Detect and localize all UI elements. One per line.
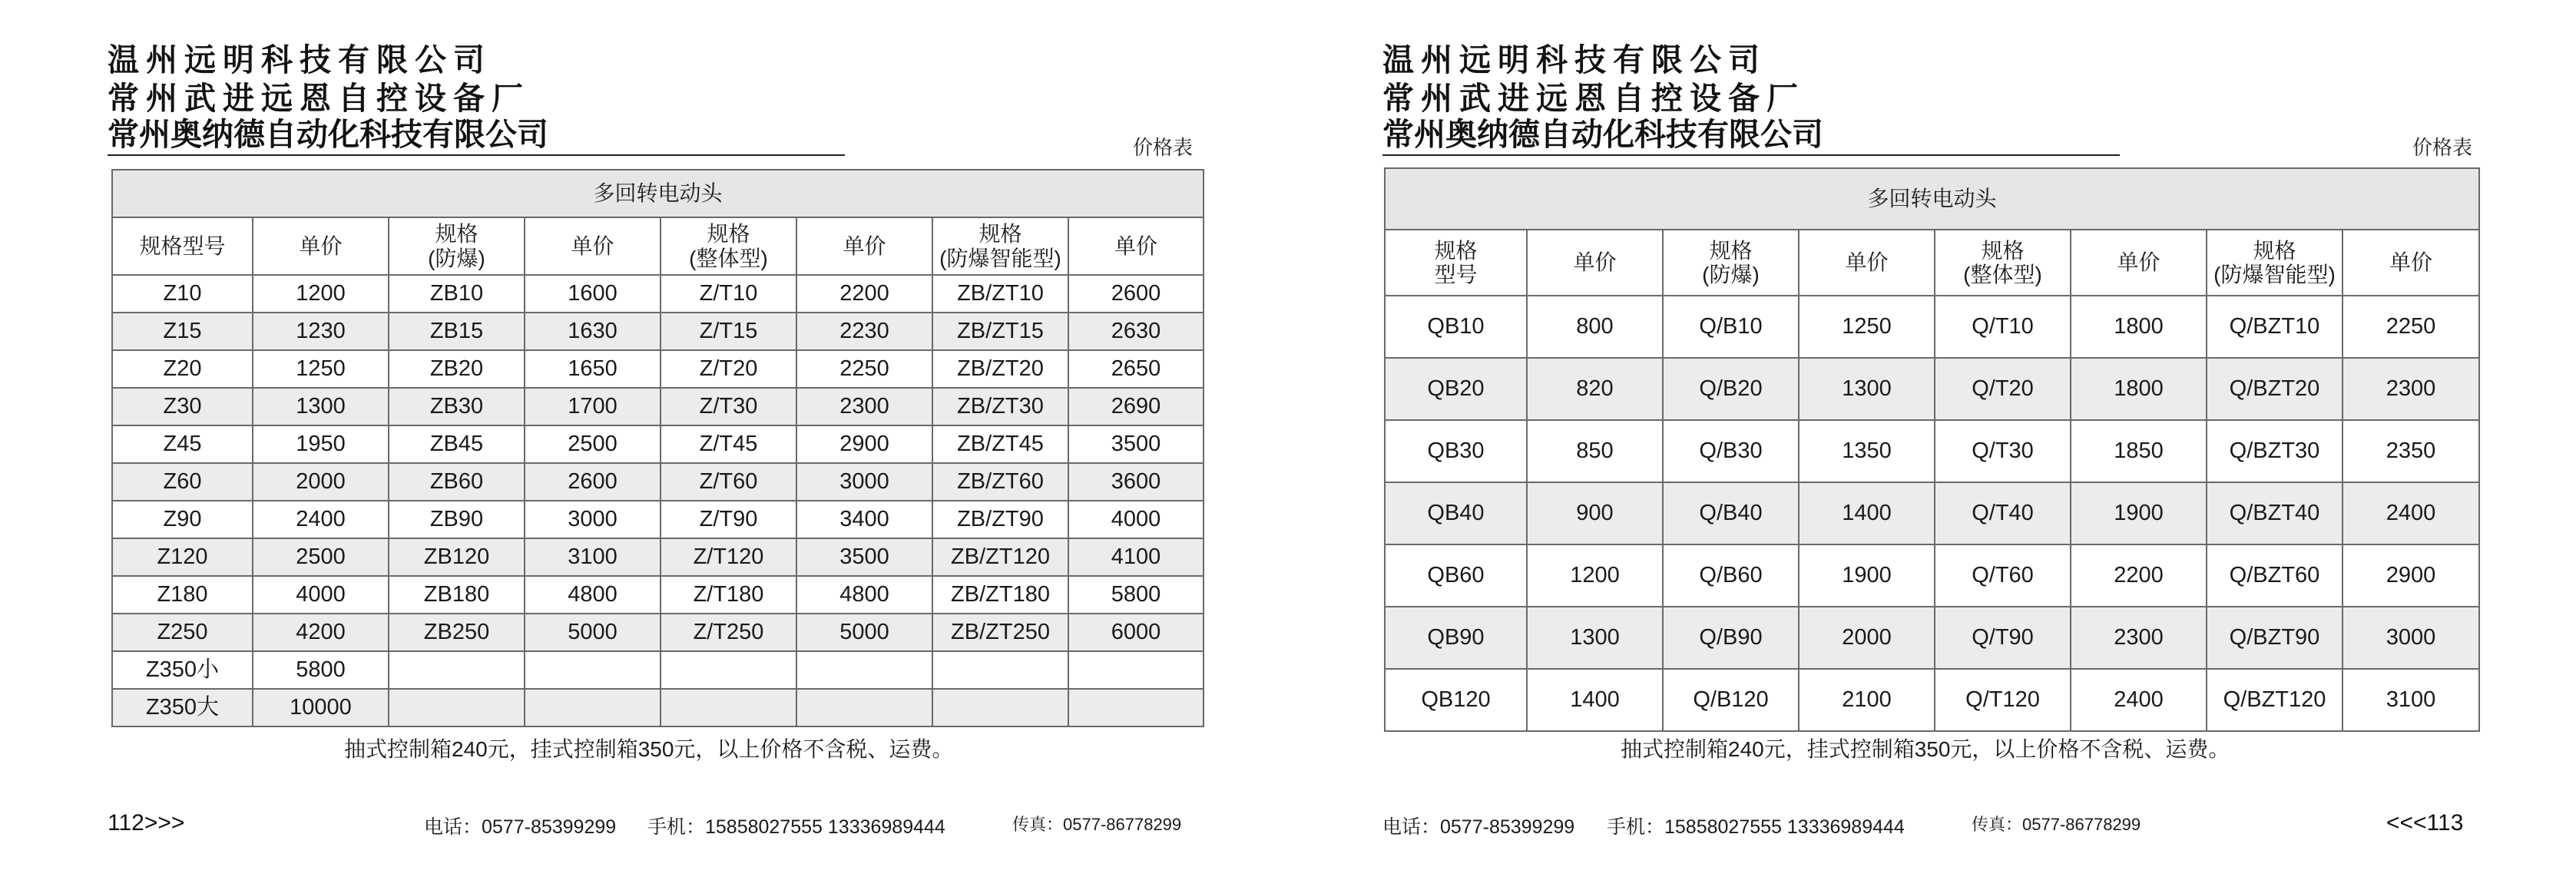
column-header-line: 单价 <box>571 233 614 258</box>
company-name-3: 常州奥纳德自动化科技有限公司 <box>108 117 548 152</box>
column-header-line: (防爆) <box>428 246 485 270</box>
table-cell: 3100 <box>525 538 661 576</box>
table-cell: Z90 <box>112 501 253 538</box>
table-cell: 2600 <box>1068 275 1204 313</box>
table-cell: 2630 <box>1068 313 1204 350</box>
table-cell: 5000 <box>525 614 661 651</box>
table-cell: Z20 <box>112 350 253 388</box>
table-cell: Z10 <box>112 275 253 313</box>
table-cell: 1800 <box>2071 296 2207 358</box>
company-name-2: 常州武进远恩自控设备厂 <box>1382 81 1805 116</box>
table-cell: 1900 <box>2071 482 2207 544</box>
table-cell <box>932 651 1068 689</box>
table-title: 多回转电动头 <box>1385 168 2479 230</box>
footer-phone: 电话：0577-85399299 <box>424 816 617 838</box>
table-cell: 3000 <box>796 463 932 501</box>
table-cell: 2300 <box>2071 607 2207 669</box>
footer-mobile: 手机：15858027555 13336989444 <box>647 816 945 838</box>
table-cell: QB90 <box>1385 607 1527 669</box>
column-header-line: 规格 <box>1981 238 2025 263</box>
column-header-line: (整体型) <box>689 246 768 270</box>
table-cell: 2900 <box>796 425 932 463</box>
table-cell <box>1068 651 1204 689</box>
table-cell: 2400 <box>2343 482 2479 544</box>
table-cell: 2900 <box>2343 544 2479 607</box>
table-row <box>1385 296 2479 358</box>
table-cell: 2250 <box>2343 296 2479 358</box>
table-row <box>112 651 1204 689</box>
table-cell: QB60 <box>1385 544 1527 607</box>
table-cell: ZB120 <box>389 538 525 576</box>
table-cell: ZB/ZT90 <box>932 501 1068 538</box>
table-cell: ZB30 <box>389 388 525 425</box>
column-header-line: 型号 <box>1434 263 1478 286</box>
table-cell: Q/B90 <box>1663 607 1799 669</box>
table-cell: 6000 <box>1068 614 1204 651</box>
table-cell: QB120 <box>1385 669 1527 731</box>
company-name-1: 温州远明科技有限公司 <box>1382 42 1766 78</box>
table-cell: ZB45 <box>389 425 525 463</box>
table-cell: 1200 <box>253 275 389 313</box>
table-cell: Q/B40 <box>1663 482 1799 544</box>
column-header <box>1935 230 2071 296</box>
table-cell: 2230 <box>796 313 932 350</box>
table-cell: Z/T90 <box>661 501 796 538</box>
table-cell: Q/T120 <box>1935 669 2071 731</box>
table-cell: 4000 <box>1068 501 1204 538</box>
table-cell: Z350大 <box>112 689 253 726</box>
column-header <box>1385 230 1527 296</box>
table-cell: Q/BZT40 <box>2207 482 2343 544</box>
table-cell: QB20 <box>1385 358 1527 420</box>
table-header-row <box>112 217 1204 275</box>
column-header-line: 规格 <box>2253 238 2296 263</box>
table-cell: Q/T60 <box>1935 544 2071 607</box>
table-cell: 2350 <box>2343 420 2479 482</box>
table-cell: ZB/ZT20 <box>932 350 1068 388</box>
column-header <box>2343 230 2479 296</box>
table-cell: ZB10 <box>389 275 525 313</box>
table-cell: 3000 <box>525 501 661 538</box>
table-cell: Z/T120 <box>661 538 796 576</box>
table-cell: 1650 <box>525 350 661 388</box>
table-cell: Z/T20 <box>661 350 796 388</box>
column-header-line: 单价 <box>1845 250 1889 275</box>
table-cell: 10000 <box>253 689 389 726</box>
price-list-label: 价格表 <box>1133 136 1194 159</box>
footer-phone: 电话：0577-85399299 <box>1382 816 1575 838</box>
table-cell: Z30 <box>112 388 253 425</box>
column-header-line: 规格 <box>435 222 478 247</box>
table-cell: Z120 <box>112 538 253 576</box>
column-header <box>112 217 253 275</box>
table-cell: 1850 <box>2071 420 2207 482</box>
table-row <box>112 425 1204 463</box>
table-cell: Z180 <box>112 576 253 614</box>
table-cell: Q/B30 <box>1663 420 1799 482</box>
table-cell: Z45 <box>112 425 253 463</box>
table-cell: ZB180 <box>389 576 525 614</box>
table-cell: ZB/ZT45 <box>932 425 1068 463</box>
column-header <box>525 217 661 275</box>
table-row <box>1385 607 2479 669</box>
table-cell: Z/T180 <box>661 576 796 614</box>
table-cell: 4000 <box>253 576 389 614</box>
table-cell: 2000 <box>253 463 389 501</box>
column-header-line: 单价 <box>1114 233 1158 258</box>
table-cell: 1400 <box>1527 669 1663 731</box>
table-cell: 1950 <box>253 425 389 463</box>
footer-fax: 传真：0577-86778299 <box>1972 815 2141 834</box>
table-row <box>1385 482 2479 544</box>
table-cell: 1700 <box>525 388 661 425</box>
column-header-line: 单价 <box>843 233 886 258</box>
column-header-line: (防爆智能型) <box>939 246 1061 270</box>
company-name-1: 温州远明科技有限公司 <box>108 42 492 78</box>
company-name-3: 常州奥纳德自动化科技有限公司 <box>1382 117 1823 152</box>
table-cell: 2250 <box>796 350 932 388</box>
table-cell: 1230 <box>253 313 389 350</box>
header-rule <box>108 154 845 156</box>
page-number: 112>>> <box>108 810 185 836</box>
price-note: 抽式控制箱240元，挂式控制箱350元，以上价格不含税、运费。 <box>344 737 954 761</box>
page-number: <<<113 <box>2386 810 2464 836</box>
table-cell: 1300 <box>1527 607 1663 669</box>
table-cell: ZB60 <box>389 463 525 501</box>
table-cell: Z/T60 <box>661 463 796 501</box>
price-list-label: 价格表 <box>2412 136 2473 159</box>
table-cell: 5800 <box>253 651 389 689</box>
table-cell: ZB/ZT180 <box>932 576 1068 614</box>
price-table <box>111 169 1204 727</box>
column-header <box>253 217 389 275</box>
table-cell: QB10 <box>1385 296 1527 358</box>
table-cell: 2200 <box>796 275 932 313</box>
table-cell: ZB90 <box>389 501 525 538</box>
table-cell: 2400 <box>2071 669 2207 731</box>
table-cell: 4800 <box>796 576 932 614</box>
footer-fax: 传真：0577-86778299 <box>1012 815 1182 834</box>
table-row <box>112 501 1204 538</box>
table-row <box>112 350 1204 388</box>
table-cell <box>796 689 932 726</box>
price-table <box>1384 167 2480 732</box>
table-row <box>112 538 1204 576</box>
table-cell: 2100 <box>1799 669 1935 731</box>
column-header-line: (整体型) <box>1963 263 2042 286</box>
table-row <box>112 388 1204 425</box>
table-row <box>112 576 1204 614</box>
table-cell: ZB/ZT30 <box>932 388 1068 425</box>
column-header-line: 规格 <box>707 222 750 247</box>
table-cell: 3600 <box>1068 463 1204 501</box>
table-row <box>1385 669 2479 731</box>
column-header <box>389 217 525 275</box>
table-cell: Q/BZT60 <box>2207 544 2343 607</box>
table-title: 多回转电动头 <box>112 170 1204 217</box>
table-cell: Z/T30 <box>661 388 796 425</box>
table-cell: 3100 <box>2343 669 2479 731</box>
column-header-line: (防爆智能型) <box>2213 263 2336 286</box>
column-header-line: (防爆) <box>1702 263 1760 286</box>
table-row <box>112 313 1204 350</box>
table-cell: 3500 <box>796 538 932 576</box>
table-cell: Z250 <box>112 614 253 651</box>
table-cell: 3500 <box>1068 425 1204 463</box>
table-cell: Q/T10 <box>1935 296 2071 358</box>
table-cell: 2500 <box>525 425 661 463</box>
column-header-line: 单价 <box>1573 250 1617 275</box>
column-header <box>1527 230 1663 296</box>
column-header-line: 单价 <box>2117 250 2160 275</box>
price-note: 抽式控制箱240元，挂式控制箱350元，以上价格不含税、运费。 <box>1621 737 2230 761</box>
table-cell <box>525 689 661 726</box>
column-header <box>1068 217 1204 275</box>
column-header <box>2071 230 2207 296</box>
table-cell: 1600 <box>525 275 661 313</box>
table-cell: 1250 <box>1799 296 1935 358</box>
table-row <box>112 275 1204 313</box>
footer-mobile: 手机：15858027555 13336989444 <box>1607 816 1905 838</box>
table-cell: ZB20 <box>389 350 525 388</box>
table-cell: 850 <box>1527 420 1663 482</box>
column-header <box>2207 230 2343 296</box>
table-row <box>1385 420 2479 482</box>
table-cell: 3400 <box>796 501 932 538</box>
table-cell <box>796 651 932 689</box>
table-row <box>1385 358 2479 420</box>
table-cell: ZB/ZT250 <box>932 614 1068 651</box>
table-cell: Q/T90 <box>1935 607 2071 669</box>
table-cell: Q/T40 <box>1935 482 2071 544</box>
table-cell: ZB/ZT120 <box>932 538 1068 576</box>
table-cell: Z/T250 <box>661 614 796 651</box>
table-cell: Q/T30 <box>1935 420 2071 482</box>
table-cell: 2200 <box>2071 544 2207 607</box>
table-cell: ZB/ZT60 <box>932 463 1068 501</box>
table-cell: 4200 <box>253 614 389 651</box>
table-row <box>112 463 1204 501</box>
column-header <box>1663 230 1799 296</box>
table-cell: Q/BZT20 <box>2207 358 2343 420</box>
table-cell: ZB/ZT15 <box>932 313 1068 350</box>
table-cell: Q/T20 <box>1935 358 2071 420</box>
table-cell: ZB250 <box>389 614 525 651</box>
table-cell: 1350 <box>1799 420 1935 482</box>
table-cell: Z350小 <box>112 651 253 689</box>
column-header <box>932 217 1068 275</box>
right-page <box>1288 0 2576 877</box>
table-cell: 2500 <box>253 538 389 576</box>
table-cell <box>389 651 525 689</box>
table-cell <box>1068 689 1204 726</box>
table-cell: 1250 <box>253 350 389 388</box>
table-cell: 1300 <box>1799 358 1935 420</box>
table-cell: ZB/ZT10 <box>932 275 1068 313</box>
column-header-line: 单价 <box>2389 250 2433 275</box>
table-cell: 2300 <box>796 388 932 425</box>
table-cell <box>525 651 661 689</box>
column-header-line: 单价 <box>299 233 343 258</box>
header-rule <box>1382 154 2120 156</box>
table-cell: 1300 <box>253 388 389 425</box>
table-cell: 1800 <box>2071 358 2207 420</box>
table-cell: 4100 <box>1068 538 1204 576</box>
table-cell: 1200 <box>1527 544 1663 607</box>
table-cell: Q/BZT10 <box>2207 296 2343 358</box>
table-cell: 3000 <box>2343 607 2479 669</box>
table-row <box>112 614 1204 651</box>
table-cell: 1630 <box>525 313 661 350</box>
table-cell: QB30 <box>1385 420 1527 482</box>
column-header <box>1799 230 1935 296</box>
table-cell: 2600 <box>525 463 661 501</box>
table-cell: 2650 <box>1068 350 1204 388</box>
table-cell: Z/T10 <box>661 275 796 313</box>
table-cell: ZB15 <box>389 313 525 350</box>
column-header <box>796 217 932 275</box>
column-header-line: 规格 <box>1434 238 1478 263</box>
table-cell: 2000 <box>1799 607 1935 669</box>
table-cell <box>661 689 796 726</box>
table-cell: Z/T15 <box>661 313 796 350</box>
table-cell: Z15 <box>112 313 253 350</box>
column-header-line: 规格 <box>978 222 1022 247</box>
column-header <box>661 217 796 275</box>
column-header-line: 规格型号 <box>139 233 226 258</box>
table-cell: 900 <box>1527 482 1663 544</box>
table-cell: 820 <box>1527 358 1663 420</box>
table-row <box>1385 544 2479 607</box>
table-cell: 2690 <box>1068 388 1204 425</box>
table-cell: Z60 <box>112 463 253 501</box>
table-cell: Q/BZT90 <box>2207 607 2343 669</box>
company-name-2: 常州武进远恩自控设备厂 <box>108 81 530 116</box>
table-cell: 2400 <box>253 501 389 538</box>
table-cell <box>932 689 1068 726</box>
table-cell: Q/B10 <box>1663 296 1799 358</box>
table-cell: Q/B60 <box>1663 544 1799 607</box>
table-cell: Q/B120 <box>1663 669 1799 731</box>
table-cell: 2300 <box>2343 358 2479 420</box>
table-cell: 1400 <box>1799 482 1935 544</box>
table-cell: 800 <box>1527 296 1663 358</box>
column-header-line: 规格 <box>1709 238 1753 263</box>
table-cell: Q/BZT30 <box>2207 420 2343 482</box>
table-cell: 1900 <box>1799 544 1935 607</box>
table-cell: Q/BZT120 <box>2207 669 2343 731</box>
table-cell: Z/T45 <box>661 425 796 463</box>
table-cell: 5000 <box>796 614 932 651</box>
table-header-row <box>1385 230 2479 296</box>
table-cell: Q/B20 <box>1663 358 1799 420</box>
table-row <box>112 689 1204 726</box>
table-cell: 4800 <box>525 576 661 614</box>
table-cell <box>389 689 525 726</box>
table-cell <box>661 651 796 689</box>
table-cell: 5800 <box>1068 576 1204 614</box>
table-cell: QB40 <box>1385 482 1527 544</box>
